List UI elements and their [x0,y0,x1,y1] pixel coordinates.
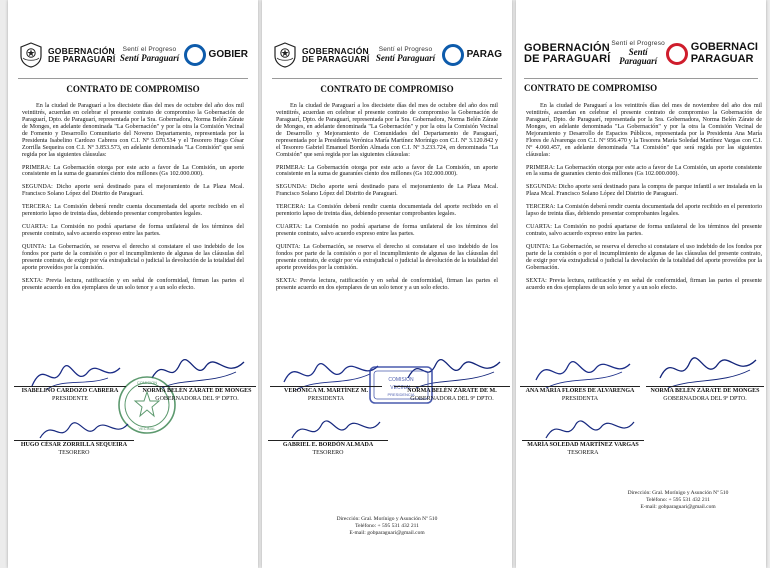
signature-block-governor-3 [646,386,764,403]
secondary-logo-3 [666,42,758,65]
header-divider-2 [272,78,502,79]
gob-line-2: DE PARAGUARÍ [302,54,370,64]
letterhead-1 [8,34,258,76]
signature-block-treasurer-3 [522,440,644,457]
secondary-logo-1 [184,44,248,66]
clause-segunda-1: SEGUNDA: Dicho aporte será destinado para el mejoramiento de La Plaza Mcal. Francisco Solano López del Distrito de Paraguarí. [22,184,244,198]
svg-text:PRESIDENCIA: PRESIDENCIA [387,392,415,397]
footer-address-2: Dirección: Gral. Morínigo y Asunción Nº 510 [336,516,438,522]
secondary-logo-text-3 [691,42,758,65]
coat-of-arms-icon [272,41,298,69]
secondary-logo-text-2: PARAG [466,49,502,60]
signer-name: VERÓNICA M. MARTÍNEZ M. [284,388,368,394]
intro-paragraph-3: En la ciudad de Paraguarí a los veintitrés días del mes de noviembre del año dos mil veintitrés, acuerdan en celebrar el presente contrato de compromiso la Gobernación de Paraguarí, Dpto. de Paraguarí, representada por la Sra. Gobernadora, Norma Belén Zárate de Monges, en adelante denominada "La Gobernación" y por la otra la Comisión Vecinal de Mejoramiento y Desarrollo de Espacios Públicos, representada por la Presidenta Ana María Flores de Alvarenga con C.I. Nº 956.470 y la Tesorera María Soledad Martínez Vargas con C.I. Nº 4.060.457, en adelante denominada "La Comisión" que será regida por las siguientes cláusulas: [526,103,762,158]
signer-name: GABRIEL E. BORDÓN ALMADA [282,442,374,448]
intro-paragraph-2: En la ciudad de Paraguarí a los diecisiete días del mes de octubre del año dos mil veintitrés, acuerdan en celebrar el presente contrato de compromiso la Gobernación de Paraguarí, Dpto. de Paraguarí, representada por la Sra. Gobernadora, Norma Belén Zárate de Monges, en adelante denominada "La Gobernación" y por la otra la Comisión Vecinal de Desarrollo y Mejoramiento de Comunidades del Departamento de Paraguarí, representada por la Presidenta Verónica María Martínez Morínigo con C.I. Nº 3.120.842 y el Tesorero Gabriel Emanuel Bordón Almada con C.I. Nº 3.233.724, en denominada "La Comisión" que será regida por las siguientes cláusulas: [276,103,498,158]
slogan-2 [369,47,441,63]
clause-quinta-1: QUINTA: La Gobernación, se reserva el derecho si constatare el uso indebido de los fondos por parte de la comisión o por el incumplimiento de algunas de las cláusulas del presente contrato, de exigir por vía extrajudicial o judicial la devolución de la totalidad del aporte proveídos por la comisión. [22,244,244,271]
svg-text:COMISION: COMISION [136,380,158,385]
signer-name: NORMA BELÉN ZÁRATE DE MONGES [650,388,760,394]
signature-line [394,386,510,387]
clause-segunda-2: SEGUNDA: Dicho aporte será destinado para el mejoramiento de La Plaza Mcal. Francisco Solano López del Distrito de Paraguarí. [276,184,498,198]
slogan-1 [115,47,183,63]
signer-role: GOBERNADORA DEL 9º DPTO. [663,395,747,402]
clause-cuarta-2: CUARTA: La Comisión no podrá apartarse de forma unilateral de los términos del presente contrato, salvo acuerdo expreso entre las partes. [276,224,498,238]
signer-role: PRESIDENTE [52,395,88,402]
signer-role: GOBERNADORA DEL 9º DPTO. [410,395,494,402]
document-page-1 [8,0,258,568]
clause-quinta-2: QUINTA: La Gobernación, se reserva el derecho si constatare el uso indebido de los fondos por parte de la comisión o por el incumplimiento de algunas de las cláusulas del presente contrato, de exigir por vía extrajudicial o judicial la devolución de la totalidad del aporte proveídos por la comisión. [276,244,498,271]
circle-logo-icon [666,43,688,65]
document-page-2 [262,0,512,568]
signature-line [520,386,640,387]
footer-phone-2: Teléfono: + 595 531 432 211 [355,523,419,530]
gob-line-1: GOBERNACIÓN [48,45,115,56]
signature-line [646,386,764,387]
gob-line-2: DE PARAGUARÍ [48,54,116,64]
gobernacion-logo-1 [18,41,115,69]
clause-primera-2: PRIMERA: La Gobernación otorga por este acto a favor de La Comisión, un aporte consistente en la suma de guaraníes ciento dos millones (Gs 102.000.000). [276,164,498,178]
slogan-small-3: Sentí el Progreso [611,40,665,48]
signer-name: NORMA BELÉN ZÁRATE DE MONGES [142,388,252,394]
letterhead-2 [262,34,512,76]
clause-tercera-1: TERCERA: La Comisión deberá rendir cuenta documentada del aporte recibido en el perentorio lapso de treinta días, debiendo presentar comprobantes legales. [22,204,244,218]
signer-name: NORMA BELÉN ZÁRATE DE M. [407,388,497,394]
page-title-1: CONTRATO DE COMPROMISO [66,84,200,94]
page-footer-3 [596,490,760,511]
secondary-logo-line-1: GOBERNACI [690,41,758,54]
signer-role: TESORERO [58,449,90,456]
gobernacion-logo-3 [524,43,611,65]
footer-phone-3: Teléfono: + 595 531 432 211 [646,497,710,504]
gobernacion-logo-2 [272,41,369,69]
slogan-small-1: Sentí el Progreso [122,45,177,53]
clause-sexta-2: SEXTA: Previa lectura, ratificación y en señal de conformidad, firman las partes el presente acuerdo en dos ejemplares de un solo tenor y a un solo efecto. [276,277,498,291]
clause-quinta-3: QUINTA: La Gobernación, se reserva el derecho si constatare el uso indebido de los fondos por parte de la comisión o por el incumplimiento de algunas de las cláusulas del presente contrato, de exigir por vía extrajudicial o judicial la devolución de la totalidad del aporte proveídos por la Gobernación. [526,244,762,271]
gobernacion-wordmark-2 [302,47,369,64]
signature-block-president-3 [520,386,640,403]
clause-tercera-3: TERCERA: La Comisión deberá rendir cuenta documentada del aporte recibido en el perentorio lapso de treinta días, debiendo presentar comprobantes legales. [526,204,762,218]
clause-primera-3: PRIMERA: La Gobernación otorga por este acto a favor de La Comisión, un aporte consistente en la suma de guaraníes ciento dos millones (Gs 102.000.000). [526,164,762,178]
svg-text:COMISION: COMISION [388,377,414,383]
slogan-small-2: Sentí el Progreso [378,45,433,53]
signer-name: ANA MARÍA FLORES DE ALVARENGA [525,388,635,394]
clause-cuarta-1: CUARTA: La Comisión no podrá apartarse de forma unilateral de los términos del presente contrato, salvo acuerdo expreso entre las partes. [22,224,244,238]
coat-of-arms-icon [18,41,44,69]
clause-segunda-3: SEGUNDA: Dicho aporte será destinado para la compra de parque infantil a ser instalada en la Plaza Mcal. Francisco Solano López del Distrito de Paraguarí. [526,184,762,198]
signature-block-president-2 [270,386,382,403]
contract-body-1 [22,103,244,298]
clause-sexta-3: SEXTA: Previa lectura, ratificación y en señal de conformidad, firman las partes el presente acuerdo en dos ejemplares de un solo tenor y a un solo efecto. [526,277,762,291]
signature-line [522,440,644,441]
signer-role: PRESIDENTA [561,395,599,402]
letterhead-3 [516,30,766,78]
intro-paragraph-1: En la ciudad de Paraguarí a los diecisiete días del mes de octubre del año dos mil veintitrés, acuerdan en celebrar el presente contrato de compromiso la Gobernación de Paraguarí, Dpto. de Paraguarí, representada por la Sra. Gobernadora, Norma Belén Zárate de Monges, en adelante denominada "La Gobernación" y por la otra la Comisión Vecinal de Fomento y Desarrollo Comunitario del Noveno Departamento, representada por la Presidenta Isabelino Cardozo Cabrera con C.I. Nº 5.070.534 y el Tesorero Hugo César Zorrilla Sequeira con C.I. Nº 3.853.573, en adelante denominada "La Comisión" que será regida por las siguientes cláusulas: [22,103,244,158]
gobernacion-wordmark-1 [48,47,115,64]
gob-line-1: GOBERNACIÓN [524,42,610,54]
signer-role: TESORERA [567,449,599,456]
document-page-3 [516,0,766,568]
gob-line-1: GOBERNACIÓN [302,45,369,56]
signer-role: PRESIDENTA [307,395,345,402]
signature-block-governor-2 [394,386,510,403]
footer-email-2: E-mail: gobparaguari@gmail.com [349,530,425,537]
gobernacion-wordmark-3 [524,43,611,65]
slogan-big-2: Sentí Paraguarí [375,52,436,63]
signature-block-treasurer-2 [268,440,388,457]
signature-block-governor-1 [138,386,256,403]
gob-line-2: DE PARAGUARÍ [524,53,611,65]
clause-sexta-1: SEXTA: Previa lectura, ratificación y en señal de conformidad, firman las partes el presente acuerdo en dos ejemplares de un solo tenor y a un solo efecto. [22,277,244,291]
signature-line [14,386,126,387]
clause-tercera-2: TERCERA: La Comisión deberá rendir cuenta documentada del aporte recibido en el perentorio lapso de treinta días, debiendo presentar comprobantes legales. [276,204,498,218]
secondary-logo-line-2: PARAGUAR [690,53,754,65]
header-divider-3 [524,78,758,79]
circle-logo-icon [184,44,206,66]
contract-body-3 [526,103,762,298]
footer-address-3: Dirección: Gral. Morínigo y Asunción Nº 510 [627,490,729,496]
signature-line [14,440,134,441]
signer-name: HUGO CÉSAR ZORRILLA SEQUEIRA [20,442,128,448]
slogan-big-3: Sentí Paraguarí [619,46,658,67]
rubber-stamp-seal-icon [116,374,178,436]
circle-logo-icon [442,44,464,66]
secondary-logo-2 [442,44,502,66]
signature-line [138,386,256,387]
secondary-logo-text-1: GOBIER [208,49,248,60]
page-title-3: CONTRATO DE COMPROMISO [524,83,658,93]
contract-body-2 [276,103,498,298]
signer-role: TESORERO [312,449,344,456]
slogan-3 [611,41,666,67]
page-footer-2 [262,516,512,537]
signature-line [268,440,388,441]
signer-role: GOBERNADORA DEL 9º DPTO. [155,395,239,402]
signer-name: ISABELINO CARDOZO CABRERA [21,388,119,394]
page-title-2: CONTRATO DE COMPROMISO [320,84,454,94]
svg-text:VECINAL: VECINAL [138,426,156,431]
signature-block-treasurer-1 [14,440,134,457]
signer-name: MARÍA SOLEDAD MARTÍNEZ VARGAS [527,442,639,448]
svg-text:VECINAL: VECINAL [390,385,412,391]
slogan-big-1: Sentí Paraguarí [119,52,180,63]
clause-primera-1: PRIMERA: La Gobernación otorga por este acto a favor de La Comisión, un aporte consistente en la suma de guaraníes ciento dos millones (Gs 102.000.000). [22,164,244,178]
clause-cuarta-3: CUARTA: La Comisión no podrá apartarse de forma unilateral de los términos del presente contrato, salvo acuerdo expreso entre las partes. [526,224,762,238]
footer-email-3: E-mail: gobparaguari@gmail.com [640,504,716,511]
signature-block-president-1 [14,386,126,403]
header-divider-1 [18,78,248,79]
signature-line [270,386,382,387]
